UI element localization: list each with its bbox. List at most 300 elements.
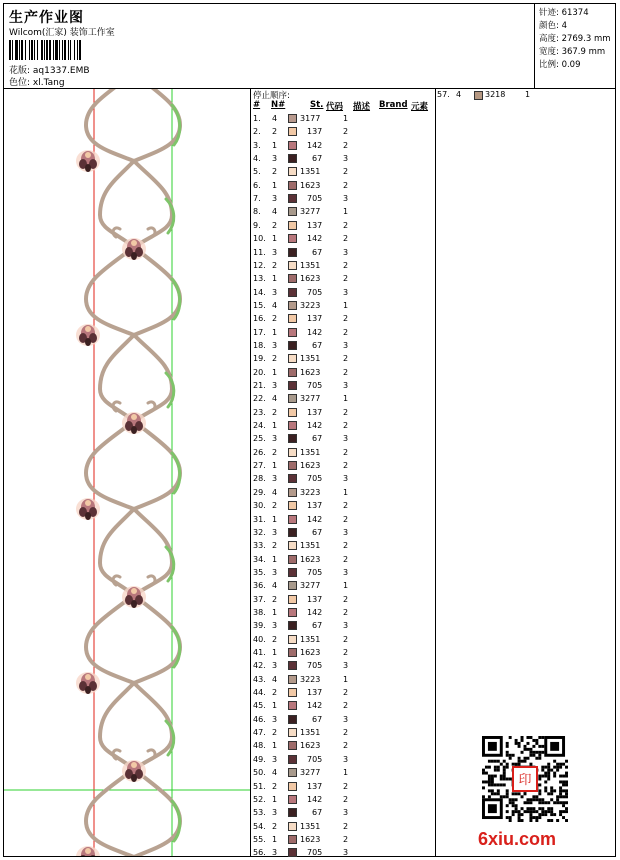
color-swatch <box>288 194 297 203</box>
row-needle: 2 <box>272 594 278 604</box>
qr-module <box>526 810 529 813</box>
row-index: 50. <box>253 768 266 778</box>
list-item <box>250 180 435 193</box>
qr-module <box>535 810 538 813</box>
qr-module <box>565 789 568 792</box>
row-needle: 3 <box>272 381 278 390</box>
list-item <box>250 433 435 446</box>
embroidery-preview <box>4 89 251 856</box>
row-index: 52. <box>253 794 266 804</box>
qr-module <box>488 778 491 781</box>
qr-module <box>521 751 524 754</box>
qr-module <box>500 763 503 766</box>
qr-module <box>491 789 494 792</box>
qr-module <box>506 754 509 757</box>
qr-module <box>515 810 518 813</box>
qr-module <box>553 766 556 769</box>
row-needle: 4 <box>272 674 278 684</box>
color-swatch <box>288 234 297 243</box>
color-swatch <box>288 314 297 323</box>
row-needle: 1 <box>272 648 278 657</box>
qr-module <box>553 801 556 804</box>
flower-motif <box>76 846 100 856</box>
qr-module <box>538 801 541 804</box>
scroll-vine <box>100 683 134 769</box>
qr-module <box>547 801 550 804</box>
row-stop: 3 <box>343 621 349 631</box>
color-swatch <box>288 621 297 630</box>
qr-module <box>503 795 506 798</box>
row-stop: 2 <box>343 821 349 831</box>
row-index: 41. <box>253 648 266 657</box>
qr-module <box>541 813 544 816</box>
qr-module <box>497 769 500 772</box>
row-needle: 4 <box>272 487 278 497</box>
stat-stitches: 针迹: 61374 <box>539 8 589 18</box>
qr-finder <box>488 804 497 813</box>
qr-module <box>553 775 556 778</box>
row-needle: 3 <box>272 808 278 818</box>
color-swatch <box>288 301 297 310</box>
row-code: 1623 <box>300 554 321 564</box>
qr-module <box>562 810 565 813</box>
company-name: Wilcom(汇家) 装饰工作室 <box>9 28 115 38</box>
row-stop: 2 <box>343 701 349 711</box>
qr-module <box>535 795 538 798</box>
qr-module <box>541 801 544 804</box>
qr-module <box>532 807 535 810</box>
col-brand: Brand <box>379 100 408 110</box>
qr-module <box>529 798 532 801</box>
qr-module <box>491 783 494 786</box>
row-index: 48. <box>253 741 266 751</box>
row-stop: 1 <box>343 300 349 310</box>
row-stop: 2 <box>343 220 349 230</box>
list-item <box>250 367 435 380</box>
qr-module <box>491 792 494 795</box>
color-swatch <box>288 528 297 537</box>
row-code: 1623 <box>300 648 321 657</box>
qr-module <box>521 813 524 816</box>
row-stop: 2 <box>343 688 349 698</box>
row-stop: 3 <box>343 661 349 671</box>
qr-module <box>488 783 491 786</box>
row-code: 137 <box>307 407 323 417</box>
qr-module <box>541 798 544 801</box>
row-needle: 1 <box>272 794 278 804</box>
qr-module <box>488 789 491 792</box>
row-index: 22. <box>253 394 266 404</box>
qr-module <box>550 769 553 772</box>
row-needle: 4 <box>272 300 278 310</box>
color-swatch <box>288 381 297 390</box>
row-code: 3277 <box>300 581 321 591</box>
qr-module <box>550 810 553 813</box>
qr-module <box>538 792 541 795</box>
qr-module <box>506 751 509 754</box>
row-index: 20. <box>253 367 266 377</box>
list-item <box>250 674 435 687</box>
row-stop: 2 <box>343 314 349 324</box>
color-swatch <box>288 434 297 443</box>
qr-module <box>521 795 524 798</box>
color-swatch <box>288 394 297 403</box>
qr-module <box>553 760 556 763</box>
color-swatch <box>288 167 297 176</box>
qr-module <box>529 801 532 804</box>
qr-module <box>538 757 541 760</box>
row-needle: 2 <box>272 127 278 137</box>
row-code: 3277 <box>300 394 321 404</box>
row-code: 1623 <box>300 274 321 284</box>
qr-module <box>518 792 521 795</box>
qr-module <box>503 766 506 769</box>
qr-module <box>529 748 532 751</box>
row-code: 67 <box>312 434 323 444</box>
qr-module <box>491 775 494 778</box>
motif-group <box>76 89 180 856</box>
row-needle: 2 <box>272 407 278 417</box>
row-code: 1351 <box>300 354 321 364</box>
qr-module <box>550 807 553 810</box>
color-swatch <box>474 91 483 100</box>
row-needle: 3 <box>272 434 278 444</box>
color-swatch <box>288 448 297 457</box>
qr-module <box>565 792 568 795</box>
row-index: 38. <box>253 607 266 617</box>
qr-module <box>512 801 515 804</box>
row-needle: 3 <box>272 194 278 204</box>
color-swatch <box>288 808 297 817</box>
row-needle: 4 <box>272 114 278 123</box>
list-item <box>250 166 435 179</box>
list-item <box>250 447 435 460</box>
row-stop: 1 <box>343 487 349 497</box>
qr-module <box>562 795 565 798</box>
qr-module <box>506 804 509 807</box>
row-stop: 1 <box>343 207 349 217</box>
qr-module <box>565 801 568 804</box>
list-item <box>250 220 435 233</box>
row-needle: 2 <box>272 220 278 230</box>
row-stop: 2 <box>343 461 349 471</box>
list-item <box>250 153 435 166</box>
qr-module <box>547 792 550 795</box>
qr-module <box>488 780 491 783</box>
row-code: 142 <box>307 140 323 150</box>
qr-module <box>541 751 544 754</box>
qr-module <box>482 772 485 775</box>
qr-finder <box>488 742 497 751</box>
color-swatch <box>288 341 297 350</box>
row-stop: 2 <box>343 728 349 738</box>
qr-module <box>482 780 485 783</box>
colorway-label: 色位: <box>9 78 31 88</box>
row-code: 67 <box>312 808 323 818</box>
row-code: 3177 <box>300 114 321 123</box>
row-stop: 2 <box>343 607 349 617</box>
row-index: 24. <box>253 421 266 431</box>
qr-module <box>512 763 515 766</box>
row-stop: 2 <box>343 180 349 190</box>
list-item <box>250 500 435 513</box>
row-index: 19. <box>253 354 266 364</box>
qr-module <box>518 810 521 813</box>
list-item <box>250 126 435 139</box>
row-stop: 1 <box>525 90 531 99</box>
qr-module <box>559 789 562 792</box>
row-stop: 2 <box>343 794 349 804</box>
row-stop: 2 <box>343 554 349 564</box>
scroll-vine <box>148 750 155 759</box>
row-stop: 2 <box>343 167 349 177</box>
row-code: 705 <box>307 287 323 297</box>
row-index: 32. <box>253 527 266 537</box>
list-item <box>250 567 435 580</box>
row-index: 27. <box>253 461 266 471</box>
qr-module <box>506 792 509 795</box>
qr-module <box>544 780 547 783</box>
row-stop: 2 <box>343 127 349 137</box>
list-item <box>250 113 435 126</box>
qr-module <box>488 775 491 778</box>
qr-module <box>515 792 518 795</box>
row-code: 142 <box>307 794 323 804</box>
row-index: 40. <box>253 634 266 644</box>
qr-module <box>518 760 521 763</box>
qr-module <box>538 807 541 810</box>
row-stop: 2 <box>343 327 349 337</box>
qr-module <box>541 745 544 748</box>
qr-module <box>559 810 562 813</box>
row-index: 3. <box>253 140 261 150</box>
qr-module <box>494 769 497 772</box>
row-code: 705 <box>307 661 323 671</box>
qr-module <box>518 745 521 748</box>
barcode <box>9 40 121 60</box>
qr-module <box>506 816 509 819</box>
qr-module <box>506 795 509 798</box>
row-code: 137 <box>307 314 323 324</box>
list-item <box>250 514 435 527</box>
qr-code <box>482 736 568 822</box>
row-code: 3223 <box>300 674 321 684</box>
qr-module <box>535 751 538 754</box>
row-needle: 1 <box>272 741 278 751</box>
qr-module <box>553 789 556 792</box>
list-item <box>250 594 435 607</box>
row-needle: 1 <box>272 180 278 190</box>
qr-module <box>491 778 494 781</box>
qr-module <box>526 742 529 745</box>
row-needle: 3 <box>272 567 278 577</box>
qr-module <box>547 810 550 813</box>
row-index: 56. <box>253 848 266 858</box>
qr-module <box>515 742 518 745</box>
stats-panel <box>534 3 617 88</box>
qr-module <box>532 745 535 748</box>
row-index: 21. <box>253 381 266 390</box>
scroll-vine <box>134 769 180 856</box>
color-swatch <box>288 408 297 417</box>
color-swatch <box>288 795 297 804</box>
list-item <box>250 580 435 593</box>
row-index: 37. <box>253 594 266 604</box>
list-item <box>250 353 435 366</box>
qr-module <box>565 807 568 810</box>
row-needle: 1 <box>272 327 278 337</box>
list-item <box>250 313 435 326</box>
pattern-label: 花版: <box>9 66 31 76</box>
row-needle: 2 <box>272 634 278 644</box>
row-needle: 1 <box>272 514 278 524</box>
row-stop: 1 <box>343 674 349 684</box>
row-index: 45. <box>253 701 266 711</box>
qr-module <box>485 766 488 769</box>
qr-module <box>550 786 553 789</box>
flower-motif <box>122 586 146 608</box>
qr-module <box>512 813 515 816</box>
color-swatch <box>288 288 297 297</box>
qr-module <box>512 810 515 813</box>
row-stop: 1 <box>343 394 349 404</box>
row-code: 3223 <box>300 300 321 310</box>
row-needle: 2 <box>272 167 278 177</box>
qr-module <box>506 763 509 766</box>
row-stop: 2 <box>343 648 349 657</box>
stat-width: 宽度: 367.9 mm <box>539 47 606 57</box>
row-index: 16. <box>253 314 266 324</box>
qr-module <box>544 813 547 816</box>
row-index: 8. <box>253 207 261 217</box>
row-code: 67 <box>312 621 323 631</box>
row-index: 29. <box>253 487 266 497</box>
row-needle: 3 <box>272 247 278 257</box>
color-swatch <box>288 581 297 590</box>
scroll-vine <box>100 335 134 421</box>
row-code: 67 <box>312 714 323 724</box>
color-swatch <box>288 328 297 337</box>
row-index: 34. <box>253 554 266 564</box>
qr-module <box>500 795 503 798</box>
qr-module <box>500 778 503 781</box>
qr-module <box>512 792 515 795</box>
stat-colors: 颜色: 4 <box>539 21 567 31</box>
qr-module <box>556 798 559 801</box>
qr-module <box>532 739 535 742</box>
qr-module <box>565 772 568 775</box>
qr-module <box>518 742 521 745</box>
row-code: 137 <box>307 501 323 511</box>
flower-motif <box>122 760 146 782</box>
list-item <box>250 193 435 206</box>
row-stop: 3 <box>343 381 349 390</box>
row-needle: 4 <box>272 394 278 404</box>
row-needle: 2 <box>272 781 278 791</box>
qr-module <box>506 810 509 813</box>
qr-module <box>559 786 562 789</box>
qr-module <box>550 813 553 816</box>
row-needle: 3 <box>272 474 278 484</box>
row-code: 1351 <box>300 447 321 457</box>
list-item <box>250 767 435 780</box>
row-index: 28. <box>253 474 266 484</box>
site-watermark: 6xiu.com <box>478 829 557 849</box>
row-index: 30. <box>253 501 266 511</box>
row-code: 705 <box>307 567 323 577</box>
row-index: 7. <box>253 194 261 204</box>
row-index: 12. <box>253 260 266 270</box>
color-swatch <box>288 154 297 163</box>
list-item <box>250 420 435 433</box>
row-needle: 3 <box>272 287 278 297</box>
row-needle: 3 <box>272 714 278 724</box>
qr-module <box>494 783 497 786</box>
row-index: 26. <box>253 447 266 457</box>
qr-module <box>559 792 562 795</box>
qr-module <box>524 757 527 760</box>
qr-module <box>509 754 512 757</box>
row-code: 137 <box>307 781 323 791</box>
row-stop: 1 <box>343 581 349 591</box>
list-item <box>250 340 435 353</box>
qr-module <box>565 760 568 763</box>
list-item <box>250 140 435 153</box>
qr-module <box>526 757 529 760</box>
qr-module <box>556 795 559 798</box>
list-item <box>250 794 435 807</box>
list-item <box>250 740 435 753</box>
page-title: 生产作业图 <box>9 10 84 26</box>
qr-module <box>553 813 556 816</box>
row-code: 1351 <box>300 728 321 738</box>
qr-module <box>497 783 500 786</box>
row-index: 42. <box>253 661 266 671</box>
color-swatch <box>288 635 297 644</box>
qr-module <box>482 769 485 772</box>
color-swatch <box>288 648 297 657</box>
qr-module <box>550 798 553 801</box>
qr-module <box>562 783 565 786</box>
colorway-line <box>9 75 65 88</box>
color-swatch <box>288 595 297 604</box>
qr-module <box>559 813 562 816</box>
qr-module <box>512 798 515 801</box>
scroll-vine <box>134 595 180 683</box>
scroll-vine <box>134 89 180 161</box>
qr-module <box>532 795 535 798</box>
color-swatch <box>288 848 297 857</box>
color-swatch <box>288 261 297 270</box>
row-needle: 4 <box>272 207 278 217</box>
color-swatch <box>288 501 297 510</box>
qr-module <box>503 778 506 781</box>
list-item <box>250 634 435 647</box>
row-needle: 4 <box>456 90 462 99</box>
qr-module <box>559 763 562 766</box>
row-code: 3218 <box>485 90 506 99</box>
qr-module <box>529 807 532 810</box>
qr-module <box>509 778 512 781</box>
qr-module <box>521 807 524 810</box>
row-code: 142 <box>307 421 323 431</box>
qr-module <box>535 816 538 819</box>
list-item <box>250 247 435 260</box>
qr-module <box>541 766 544 769</box>
qr-module <box>529 754 532 757</box>
list-item <box>250 607 435 620</box>
qr-module <box>518 813 521 816</box>
